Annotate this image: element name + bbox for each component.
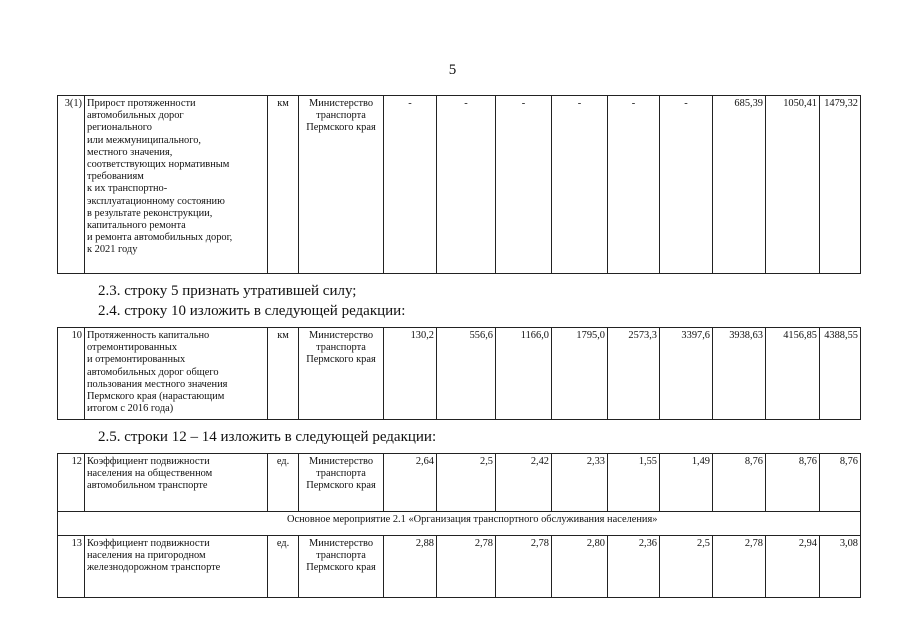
value-cell: - (384, 96, 437, 274)
value-cell: 1050,41 (766, 96, 820, 274)
unit: км (268, 328, 299, 420)
table-row (58, 328, 861, 420)
table-section-row (58, 512, 861, 536)
value-cell: 2,78 (713, 536, 766, 598)
indicator-name: Коэффициент подвижности населения на пригородном железнодорожном транспорте (85, 536, 268, 598)
unit: ед. (268, 536, 299, 598)
value-cell: 8,76 (820, 454, 861, 512)
table-row (58, 454, 861, 512)
value-cell: 2,5 (437, 454, 496, 512)
value-cell: 556,6 (437, 328, 496, 420)
indicator-name: Протяженность капитально отремонтированных и отремонтированных автомобильных дорог общего пользования местного значения Пермского края (нарастающим итогом с 2016 года) (85, 328, 268, 420)
value-cell: 2573,3 (608, 328, 660, 420)
value-cell: - (608, 96, 660, 274)
value-cell: 8,76 (713, 454, 766, 512)
value-cell: 8,76 (766, 454, 820, 512)
value-cell: 3,08 (820, 536, 861, 598)
value-cell: 2,5 (660, 536, 713, 598)
row-number: 12 (58, 454, 85, 512)
row-number: 10 (58, 328, 85, 420)
value-cell: 4156,85 (766, 328, 820, 420)
value-cell: 2,42 (496, 454, 552, 512)
value-cell: 1,49 (660, 454, 713, 512)
value-cell: 130,2 (384, 328, 437, 420)
value-cell: 2,78 (437, 536, 496, 598)
paragraph-2-5: 2.5. строки 12 – 14 изложить в следующей редакции: (98, 429, 437, 445)
indicator-table-rows-12-13 (57, 453, 861, 598)
responsible-body: Министерство транспорта Пермского края (299, 536, 384, 598)
value-cell: 2,36 (608, 536, 660, 598)
value-cell: 2,88 (384, 536, 437, 598)
value-cell: 3938,63 (713, 328, 766, 420)
value-cell: 2,33 (552, 454, 608, 512)
value-cell: 685,39 (713, 96, 766, 274)
value-cell: 4388,55 (820, 328, 861, 420)
responsible-body: Министерство транспорта Пермского края (299, 328, 384, 420)
value-cell: 3397,6 (660, 328, 713, 420)
paragraph-2-4: 2.4. строку 10 изложить в следующей редакции: (98, 303, 406, 319)
value-cell: 2,94 (766, 536, 820, 598)
unit: км (268, 96, 299, 274)
value-cell: 1,55 (608, 454, 660, 512)
table-row (58, 96, 861, 274)
value-cell: 1795,0 (552, 328, 608, 420)
paragraph-2-3: 2.3. строку 5 признать утратившей силу; (98, 283, 357, 299)
row-number: 3(1) (58, 96, 85, 274)
responsible-body: Министерство транспорта Пермского края (299, 454, 384, 512)
section-title: Основное мероприятие 2.1 «Организация транспортного обслуживания населения» (85, 512, 861, 536)
value-cell: - (552, 96, 608, 274)
row-number: 13 (58, 536, 85, 598)
page-number: 5 (448, 62, 457, 78)
value-cell: 2,64 (384, 454, 437, 512)
value-cell: - (496, 96, 552, 274)
indicator-table-row-10 (57, 327, 861, 420)
value-cell: 2,78 (496, 536, 552, 598)
responsible-body: Министерство транспорта Пермского края (299, 96, 384, 274)
value-cell: - (660, 96, 713, 274)
value-cell: 1166,0 (496, 328, 552, 420)
value-cell: - (437, 96, 496, 274)
value-cell: 2,80 (552, 536, 608, 598)
indicator-name: Коэффициент подвижности населения на общественном автомобильном транспорте (85, 454, 268, 512)
table-row (58, 536, 861, 598)
unit: ед. (268, 454, 299, 512)
indicator-name: Прирост протяженности автомобильных дорог регионального или межмуниципального, местного значения, соответствующих нормативным требованиям к их транспортно- эксплуатационному состоянию в результате реконструкции, капитального ремонта и ремонта автомобильных дорог, к 2021 году (85, 96, 268, 274)
indicator-table-row-3-1 (57, 95, 861, 274)
section-spacer (58, 512, 85, 536)
value-cell: 1479,32 (820, 96, 861, 274)
